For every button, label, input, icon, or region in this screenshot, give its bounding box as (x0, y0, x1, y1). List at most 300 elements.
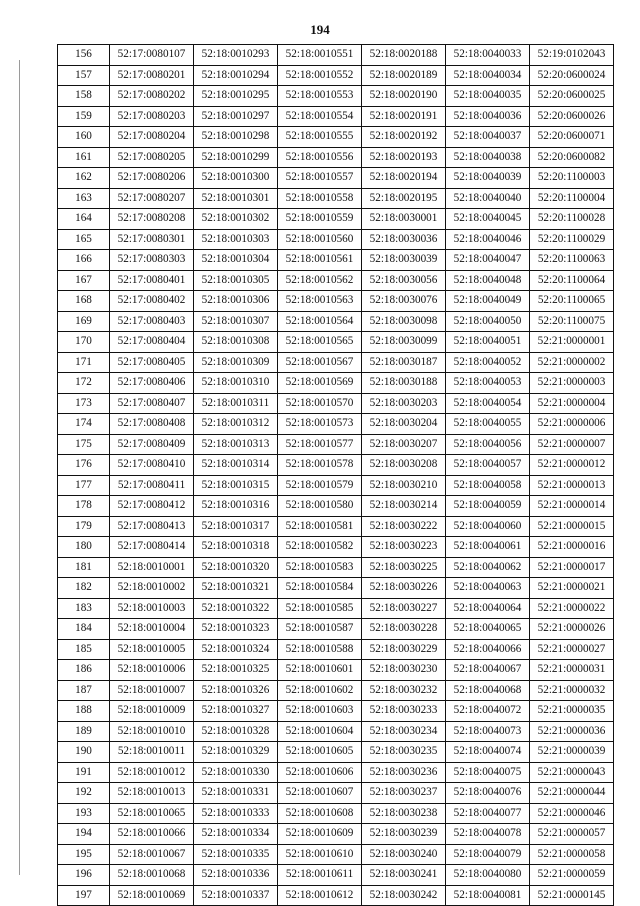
row-number-cell: 185 (58, 639, 110, 660)
row-number-cell: 175 (58, 434, 110, 455)
cadastral-cell: 52:18:0010009 (110, 701, 194, 722)
cadastral-cell: 52:21:0000057 (530, 824, 614, 845)
table-row (58, 496, 614, 517)
cadastral-cell: 52:18:0010603 (278, 701, 362, 722)
cadastral-cell: 52:18:0030241 (362, 865, 446, 886)
row-number-cell: 177 (58, 475, 110, 496)
cadastral-cell: 52:18:0040074 (446, 742, 530, 763)
cadastral-cell: 52:18:0010570 (278, 393, 362, 414)
cadastral-cell: 52:20:1100075 (530, 311, 614, 332)
cadastral-cell: 52:18:0010577 (278, 434, 362, 455)
cadastral-cell: 52:18:0040037 (446, 127, 530, 148)
cadastral-cell: 52:18:0010010 (110, 721, 194, 742)
cadastral-cell: 52:18:0020188 (362, 45, 446, 66)
row-number-cell: 166 (58, 250, 110, 271)
cadastral-cell: 52:18:0010317 (194, 516, 278, 537)
cadastral-cell: 52:20:0600071 (530, 127, 614, 148)
cadastral-cell: 52:18:0010005 (110, 639, 194, 660)
cadastral-cell: 52:20:1100029 (530, 229, 614, 250)
cadastral-cell: 52:21:0000026 (530, 619, 614, 640)
cadastral-cell: 52:21:0000006 (530, 414, 614, 435)
cadastral-cell: 52:20:1100065 (530, 291, 614, 312)
cadastral-cell: 52:18:0040060 (446, 516, 530, 537)
cadastral-cell: 52:18:0010560 (278, 229, 362, 250)
cadastral-cell: 52:18:0010562 (278, 270, 362, 291)
cadastral-cell: 52:18:0040066 (446, 639, 530, 660)
cadastral-cell: 52:18:0010007 (110, 680, 194, 701)
row-number-cell: 164 (58, 209, 110, 230)
cadastral-cell: 52:17:0080206 (110, 168, 194, 189)
cadastral-cell: 52:20:1100004 (530, 188, 614, 209)
table-row (58, 660, 614, 681)
table-row (58, 783, 614, 804)
cadastral-cell: 52:18:0040067 (446, 660, 530, 681)
cadastral-cell: 52:18:0030233 (362, 701, 446, 722)
cadastral-cell: 52:18:0020190 (362, 86, 446, 107)
cadastral-cell: 52:21:0000145 (530, 885, 614, 906)
cadastral-cell: 52:18:0030207 (362, 434, 446, 455)
cadastral-cell: 52:18:0010563 (278, 291, 362, 312)
cadastral-cell: 52:20:0600082 (530, 147, 614, 168)
cadastral-cell: 52:18:0010554 (278, 106, 362, 127)
cadastral-cell: 52:18:0030229 (362, 639, 446, 660)
cadastral-cell: 52:18:0010299 (194, 147, 278, 168)
cadastral-cell: 52:18:0040056 (446, 434, 530, 455)
cadastral-cell: 52:18:0040036 (446, 106, 530, 127)
row-number-cell: 163 (58, 188, 110, 209)
cadastral-cell: 52:18:0010582 (278, 537, 362, 558)
row-number-cell: 178 (58, 496, 110, 517)
cadastral-cell: 52:18:0040045 (446, 209, 530, 230)
cadastral-cell: 52:18:0010298 (194, 127, 278, 148)
table-row (58, 209, 614, 230)
row-number-cell: 193 (58, 803, 110, 824)
cadastral-cell: 52:18:0040058 (446, 475, 530, 496)
row-number-cell: 165 (58, 229, 110, 250)
cadastral-cell: 52:21:0000021 (530, 578, 614, 599)
cadastral-cell: 52:21:0000007 (530, 434, 614, 455)
cadastral-cell: 52:20:0600026 (530, 106, 614, 127)
cadastral-cell: 52:18:0030039 (362, 250, 446, 271)
cadastral-cell: 52:18:0040079 (446, 844, 530, 865)
cadastral-cell: 52:18:0010311 (194, 393, 278, 414)
table-row (58, 455, 614, 476)
cadastral-cell: 52:21:0000003 (530, 373, 614, 394)
table-row (58, 332, 614, 353)
cadastral-cell: 52:18:0010316 (194, 496, 278, 517)
cadastral-cell: 52:21:0000014 (530, 496, 614, 517)
cadastral-cell: 52:18:0030099 (362, 332, 446, 353)
cadastral-cell: 52:17:0080407 (110, 393, 194, 414)
row-number-cell: 157 (58, 65, 110, 86)
row-number-cell: 182 (58, 578, 110, 599)
cadastral-cell: 52:21:0000002 (530, 352, 614, 373)
cadastral-cell: 52:18:0010305 (194, 270, 278, 291)
cadastral-cell: 52:18:0010067 (110, 844, 194, 865)
scan-edge-line (19, 60, 20, 875)
cadastral-cell: 52:18:0040063 (446, 578, 530, 599)
cadastral-cell: 52:18:0010336 (194, 865, 278, 886)
table-row (58, 45, 614, 66)
cadastral-cell: 52:18:0010301 (194, 188, 278, 209)
row-number-cell: 192 (58, 783, 110, 804)
cadastral-cell: 52:18:0010006 (110, 660, 194, 681)
cadastral-cell: 52:18:0040059 (446, 496, 530, 517)
cadastral-cell: 52:18:0010561 (278, 250, 362, 271)
cadastral-cell: 52:18:0030226 (362, 578, 446, 599)
cadastral-cell: 52:18:0030214 (362, 496, 446, 517)
table-row (58, 598, 614, 619)
row-number-cell: 197 (58, 885, 110, 906)
cadastral-cell: 52:18:0010326 (194, 680, 278, 701)
cadastral-cell: 52:18:0040047 (446, 250, 530, 271)
cadastral-cell: 52:18:0010584 (278, 578, 362, 599)
cadastral-cell: 52:18:0040068 (446, 680, 530, 701)
cadastral-cell: 52:18:0040065 (446, 619, 530, 640)
cadastral-cell: 52:18:0010567 (278, 352, 362, 373)
cadastral-cell: 52:18:0010331 (194, 783, 278, 804)
cadastral-cell: 52:18:0030001 (362, 209, 446, 230)
table-row (58, 701, 614, 722)
cadastral-cell: 52:17:0080408 (110, 414, 194, 435)
cadastral-cell: 52:18:0010552 (278, 65, 362, 86)
cadastral-cell: 52:18:0040075 (446, 762, 530, 783)
table-row (58, 844, 614, 865)
table-row (58, 106, 614, 127)
cadastral-cell: 52:18:0040051 (446, 332, 530, 353)
cadastral-cell: 52:18:0010069 (110, 885, 194, 906)
cadastral-cell: 52:18:0010583 (278, 557, 362, 578)
row-number-cell: 186 (58, 660, 110, 681)
cadastral-cell: 52:18:0040081 (446, 885, 530, 906)
table-row (58, 127, 614, 148)
row-number-cell: 184 (58, 619, 110, 640)
cadastral-cell: 52:17:0080204 (110, 127, 194, 148)
row-number-cell: 181 (58, 557, 110, 578)
cadastral-cell: 52:18:0010065 (110, 803, 194, 824)
cadastral-cell: 52:18:0030239 (362, 824, 446, 845)
row-number-cell: 196 (58, 865, 110, 886)
cadastral-cell: 52:18:0010335 (194, 844, 278, 865)
table-row (58, 393, 614, 414)
cadastral-cell: 52:18:0040061 (446, 537, 530, 558)
cadastral-cell: 52:18:0030203 (362, 393, 446, 414)
cadastral-cell: 52:18:0010320 (194, 557, 278, 578)
cadastral-cell: 52:18:0010564 (278, 311, 362, 332)
cadastral-cell: 52:18:0030208 (362, 455, 446, 476)
table-row (58, 291, 614, 312)
cadastral-cell: 52:18:0030204 (362, 414, 446, 435)
cadastral-cell: 52:18:0040062 (446, 557, 530, 578)
cadastral-cell: 52:18:0010557 (278, 168, 362, 189)
cadastral-cell: 52:18:0030210 (362, 475, 446, 496)
cadastral-cell: 52:18:0010558 (278, 188, 362, 209)
table-row (58, 885, 614, 906)
cadastral-cell: 52:20:0600024 (530, 65, 614, 86)
cadastral-cell: 52:21:0000004 (530, 393, 614, 414)
table-row (58, 824, 614, 845)
cadastral-cell: 52:18:0040040 (446, 188, 530, 209)
table-row (58, 352, 614, 373)
table-row (58, 373, 614, 394)
cadastral-cell: 52:18:0030230 (362, 660, 446, 681)
cadastral-cell: 52:21:0000032 (530, 680, 614, 701)
cadastral-cell: 52:18:0030076 (362, 291, 446, 312)
cadastral-cell: 52:21:0000036 (530, 721, 614, 742)
cadastral-cell: 52:18:0010300 (194, 168, 278, 189)
row-number-cell: 190 (58, 742, 110, 763)
page-number: 194 (310, 22, 330, 37)
cadastral-cell: 52:18:0040033 (446, 45, 530, 66)
table-row (58, 680, 614, 701)
cadastral-cell: 52:21:0000017 (530, 557, 614, 578)
cadastral-cell: 52:18:0040050 (446, 311, 530, 332)
cadastral-cell: 52:18:0010334 (194, 824, 278, 845)
cadastral-cell: 52:18:0010318 (194, 537, 278, 558)
cadastral-cell: 52:18:0040055 (446, 414, 530, 435)
row-number-cell: 188 (58, 701, 110, 722)
cadastral-cell: 52:21:0000044 (530, 783, 614, 804)
cadastral-cell: 52:20:1100064 (530, 270, 614, 291)
table-row (58, 229, 614, 250)
cadastral-cell: 52:18:0010329 (194, 742, 278, 763)
cadastral-cell: 52:18:0010321 (194, 578, 278, 599)
cadastral-cell: 52:17:0080203 (110, 106, 194, 127)
cadastral-cell: 52:18:0040035 (446, 86, 530, 107)
row-number-cell: 174 (58, 414, 110, 435)
cadastral-cell: 52:18:0010578 (278, 455, 362, 476)
row-number-cell: 172 (58, 373, 110, 394)
cadastral-cell: 52:18:0020195 (362, 188, 446, 209)
cadastral-cell: 52:18:0010293 (194, 45, 278, 66)
cadastral-cell: 52:18:0030223 (362, 537, 446, 558)
cadastral-cell: 52:18:0010580 (278, 496, 362, 517)
cadastral-cell: 52:17:0080402 (110, 291, 194, 312)
cadastral-cell: 52:18:0010601 (278, 660, 362, 681)
cadastral-cell: 52:17:0080303 (110, 250, 194, 271)
row-number-cell: 162 (58, 168, 110, 189)
cadastral-cell: 52:18:0010556 (278, 147, 362, 168)
cadastral-cell: 52:17:0080410 (110, 455, 194, 476)
table-row (58, 475, 614, 496)
cadastral-cell: 52:17:0080207 (110, 188, 194, 209)
cadastral-cell: 52:21:0000031 (530, 660, 614, 681)
table-row (58, 168, 614, 189)
row-number-cell: 158 (58, 86, 110, 107)
cadastral-cell: 52:18:0020189 (362, 65, 446, 86)
table-row (58, 721, 614, 742)
table-row (58, 639, 614, 660)
cadastral-cell: 52:18:0030098 (362, 311, 446, 332)
row-number-cell: 189 (58, 721, 110, 742)
cadastral-cell: 52:18:0010302 (194, 209, 278, 230)
cadastral-cell: 52:18:0040072 (446, 701, 530, 722)
cadastral-cell: 52:18:0010013 (110, 783, 194, 804)
cadastral-cell: 52:18:0040054 (446, 393, 530, 414)
cadastral-cell: 52:18:0010001 (110, 557, 194, 578)
row-number-cell: 156 (58, 45, 110, 66)
cadastral-cell: 52:18:0030227 (362, 598, 446, 619)
cadastral-cell: 52:20:0600025 (530, 86, 614, 107)
cadastral-cell: 52:21:0000012 (530, 455, 614, 476)
cadastral-cell: 52:18:0010555 (278, 127, 362, 148)
row-number-cell: 195 (58, 844, 110, 865)
cadastral-cell: 52:18:0010325 (194, 660, 278, 681)
cadastral-cell: 52:21:0000039 (530, 742, 614, 763)
cadastral-cell: 52:18:0030235 (362, 742, 446, 763)
cadastral-cell: 52:17:0080401 (110, 270, 194, 291)
cadastral-cell: 52:18:0010579 (278, 475, 362, 496)
cadastral-cell: 52:17:0080107 (110, 45, 194, 66)
cadastral-cell: 52:17:0080403 (110, 311, 194, 332)
cadastral-cell: 52:18:0040048 (446, 270, 530, 291)
cadastral-cell: 52:18:0030242 (362, 885, 446, 906)
cadastral-cell: 52:18:0040046 (446, 229, 530, 250)
cadastral-cell: 52:18:0010559 (278, 209, 362, 230)
row-number-cell: 179 (58, 516, 110, 537)
row-number-cell: 169 (58, 311, 110, 332)
table-row (58, 619, 614, 640)
cadastral-cell: 52:17:0080411 (110, 475, 194, 496)
cadastral-cell: 52:18:0030036 (362, 229, 446, 250)
row-number-cell: 171 (58, 352, 110, 373)
cadastral-cell: 52:17:0080405 (110, 352, 194, 373)
cadastral-cell: 52:17:0080412 (110, 496, 194, 517)
table-row (58, 557, 614, 578)
cadastral-cell: 52:18:0020193 (362, 147, 446, 168)
cadastral-cell: 52:17:0080201 (110, 65, 194, 86)
cadastral-cell: 52:18:0010306 (194, 291, 278, 312)
cadastral-cell: 52:18:0010607 (278, 783, 362, 804)
row-number-cell: 168 (58, 291, 110, 312)
cadastral-cell: 52:18:0040064 (446, 598, 530, 619)
cadastral-cell: 52:18:0010322 (194, 598, 278, 619)
cadastral-cell: 52:18:0010588 (278, 639, 362, 660)
cadastral-cell: 52:17:0080301 (110, 229, 194, 250)
cadastral-cell: 52:18:0010604 (278, 721, 362, 742)
cadastral-cell: 52:18:0010330 (194, 762, 278, 783)
cadastral-cell: 52:18:0010323 (194, 619, 278, 640)
row-number-cell: 161 (58, 147, 110, 168)
cadastral-cell: 52:18:0030240 (362, 844, 446, 865)
cadastral-cell: 52:18:0010003 (110, 598, 194, 619)
cadastral-cell: 52:18:0010585 (278, 598, 362, 619)
cadastral-cell: 52:18:0040080 (446, 865, 530, 886)
table-row (58, 516, 614, 537)
row-number-cell: 167 (58, 270, 110, 291)
cadastral-cell: 52:17:0080205 (110, 147, 194, 168)
cadastral-cell: 52:18:0010313 (194, 434, 278, 455)
row-number-cell: 176 (58, 455, 110, 476)
cadastral-cell: 52:18:0010587 (278, 619, 362, 640)
cadastral-cell: 52:18:0020192 (362, 127, 446, 148)
cadastral-cell: 52:18:0010314 (194, 455, 278, 476)
cadastral-cell: 52:18:0010304 (194, 250, 278, 271)
cadastral-cell: 52:18:0030232 (362, 680, 446, 701)
cadastral-cell: 52:18:0030225 (362, 557, 446, 578)
cadastral-cell: 52:18:0010611 (278, 865, 362, 886)
table-row (58, 188, 614, 209)
cadastral-cell: 52:20:1100063 (530, 250, 614, 271)
row-number-cell: 194 (58, 824, 110, 845)
cadastral-cell: 52:18:0010002 (110, 578, 194, 599)
cadastral-cell: 52:18:0010605 (278, 742, 362, 763)
cadastral-cell: 52:21:0000035 (530, 701, 614, 722)
table-row (58, 414, 614, 435)
cadastral-cell: 52:18:0030237 (362, 783, 446, 804)
cadastral-cell: 52:21:0000043 (530, 762, 614, 783)
cadastral-cell: 52:18:0010303 (194, 229, 278, 250)
cadastral-cell: 52:18:0010602 (278, 680, 362, 701)
cadastral-cell: 52:18:0010551 (278, 45, 362, 66)
cadastral-cell: 52:20:1100003 (530, 168, 614, 189)
row-number-cell: 187 (58, 680, 110, 701)
cadastral-cell: 52:20:1100028 (530, 209, 614, 230)
row-number-cell: 170 (58, 332, 110, 353)
table-row (58, 803, 614, 824)
cadastral-cell: 52:17:0080414 (110, 537, 194, 558)
cadastral-cell: 52:18:0040078 (446, 824, 530, 845)
cadastral-cell: 52:18:0010608 (278, 803, 362, 824)
cadastral-cell: 52:18:0030188 (362, 373, 446, 394)
cadastral-cell: 52:21:0000016 (530, 537, 614, 558)
cadastral-cell: 52:18:0040057 (446, 455, 530, 476)
cadastral-cell: 52:17:0080404 (110, 332, 194, 353)
cadastral-cell: 52:18:0010327 (194, 701, 278, 722)
table-row (58, 147, 614, 168)
cadastral-cell: 52:18:0010315 (194, 475, 278, 496)
cadastral-cell: 52:21:0000022 (530, 598, 614, 619)
cadastral-cell: 52:18:0010612 (278, 885, 362, 906)
cadastral-cell: 52:18:0010581 (278, 516, 362, 537)
cadastral-cell: 52:17:0080208 (110, 209, 194, 230)
table-row (58, 270, 614, 291)
cadastral-cell: 52:18:0030234 (362, 721, 446, 742)
cadastral-cell: 52:17:0080409 (110, 434, 194, 455)
cadastral-cell: 52:18:0010310 (194, 373, 278, 394)
row-number-cell: 160 (58, 127, 110, 148)
table-row (58, 86, 614, 107)
cadastral-cell: 52:18:0010068 (110, 865, 194, 886)
cadastral-cell: 52:18:0010573 (278, 414, 362, 435)
cadastral-cell: 52:18:0010012 (110, 762, 194, 783)
table-row (58, 65, 614, 86)
cadastral-cell: 52:18:0010609 (278, 824, 362, 845)
cadastral-cell: 52:18:0010004 (110, 619, 194, 640)
cadastral-cell: 52:18:0010606 (278, 762, 362, 783)
cadastral-cell: 52:18:0040039 (446, 168, 530, 189)
table-row (58, 434, 614, 455)
cadastral-cell: 52:18:0010569 (278, 373, 362, 394)
cadastral-cell: 52:18:0030056 (362, 270, 446, 291)
cadastral-cell: 52:18:0020191 (362, 106, 446, 127)
table-row (58, 250, 614, 271)
cadastral-cell: 52:18:0040077 (446, 803, 530, 824)
cadastral-cell: 52:21:0000046 (530, 803, 614, 824)
cadastral-cell: 52:18:0010307 (194, 311, 278, 332)
cadastral-table (57, 44, 614, 906)
cadastral-cell: 52:18:0020194 (362, 168, 446, 189)
cadastral-cell: 52:18:0010308 (194, 332, 278, 353)
cadastral-cell: 52:18:0010333 (194, 803, 278, 824)
cadastral-cell: 52:18:0040038 (446, 147, 530, 168)
table-row (58, 578, 614, 599)
cadastral-cell: 52:18:0030238 (362, 803, 446, 824)
table-row (58, 865, 614, 886)
cadastral-cell: 52:18:0040049 (446, 291, 530, 312)
table-body (58, 45, 614, 906)
cadastral-cell: 52:18:0040076 (446, 783, 530, 804)
